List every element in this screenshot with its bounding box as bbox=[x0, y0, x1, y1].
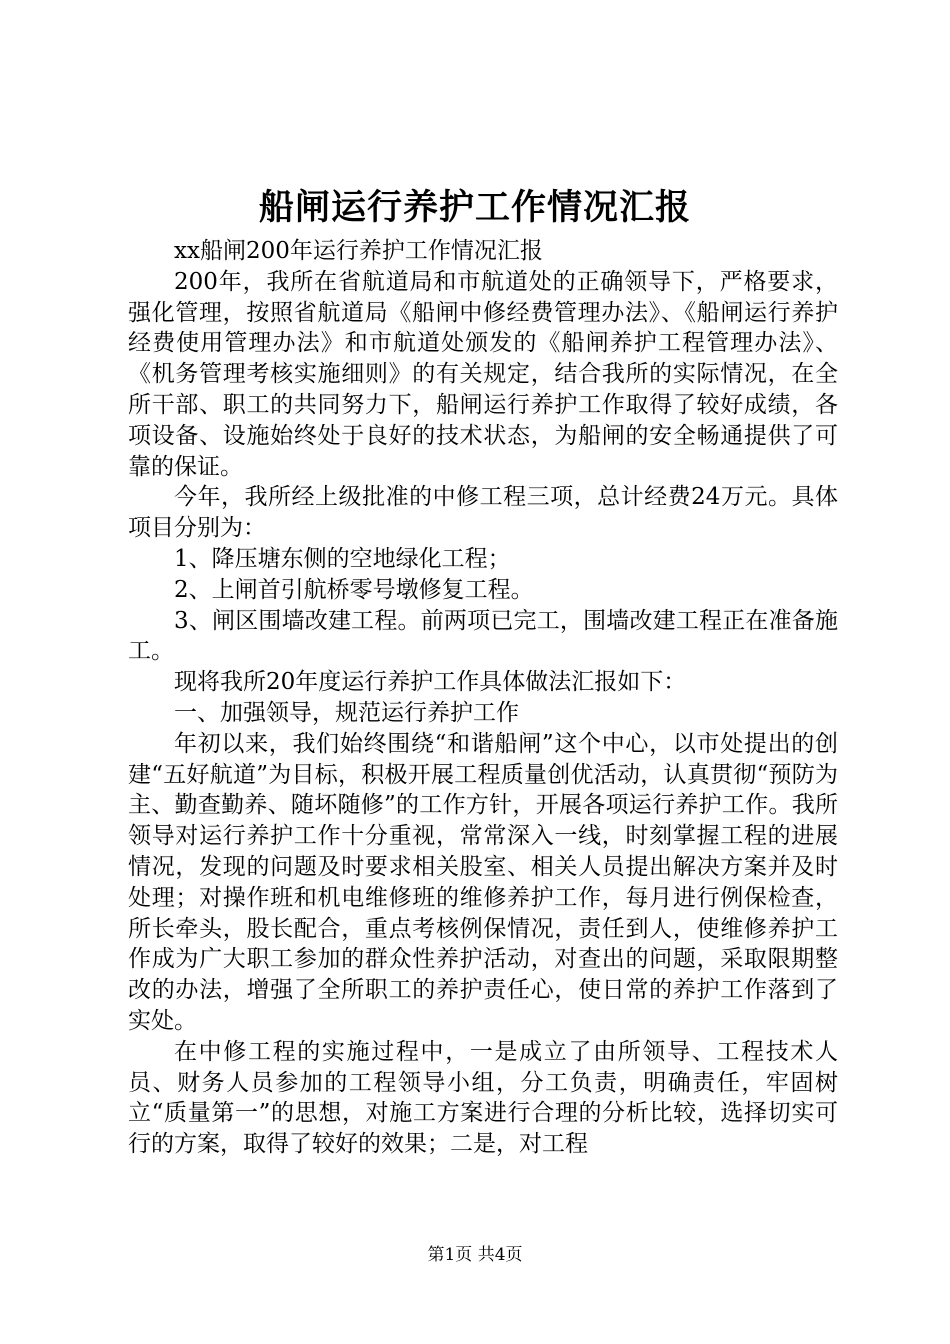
list-item: 1、降压塘东侧的空地绿化工程； bbox=[174, 545, 511, 572]
page-footer: 第1页 共4页 bbox=[427, 1245, 523, 1265]
paragraph: 年初以来，我们始终围绕“和谐船闸”这个中心，以市处提出的创建“五好航道”为目标，积极开展工程质量创优活动，认真贯彻“预防为主、勤查勤养、随坏随修”的工作方针，开展各项运行养护工作。我所领导对运行养护工作十分重视，常常深入一线，时刻掌握工程的进展情况，发现的问题及时要求相关股室、相关人员提出解决方案并及时处理；对操作班和机电维修班的维修养护工作，每月进行例保检查，所长牵头，股长配合，重点考核例保情况，责任到人，使维修养护工作成为广大职工参加的群众性养护活动，对查出的问题，采取限期整改的办法，增强了全所职工的养护责任心，使日常的养护工作落到了实处。 bbox=[128, 730, 838, 1034]
document-title: 船闸运行养护工作情况汇报 bbox=[258, 187, 691, 228]
paragraph-subtitle: xx船闸200年运行养护工作情况汇报 bbox=[174, 238, 543, 264]
paragraph: 今年，我所经上级批准的中修工程三项，总计经费24万元。具体项目分别为： bbox=[128, 484, 838, 542]
list-item: 3、闸区围墙改建工程。前两项已完工，围墙改建工程正在准备施工。 bbox=[128, 607, 838, 665]
paragraph: 现将我所20年度运行养护工作具体做法汇报如下： bbox=[174, 669, 687, 696]
document-body bbox=[128, 236, 838, 1160]
section-heading: 一、加强领导，规范运行养护工作 bbox=[174, 699, 519, 726]
paragraph: 200年，我所在省航道局和市航道处的正确领导下，严格要求，强化管理，按照省航道局《船闸中修经费管理办法》、《船闸运行养护经费使用管理办法》和市航道处颁发的《船闸养护工程管理办法》、《机务管理考核实施细则》的有关规定，结合我所的实际情况，在全所干部、职工的共同努力下，船闸运行养护工作取得了较好成绩，各项设备、设施始终处于良好的技术状态，为船闸的安全畅通提供了可靠的保证。 bbox=[128, 268, 838, 480]
list-item: 2、上闸首引航桥零号墩修复工程。 bbox=[174, 576, 534, 603]
paragraph: 在中修工程的实施过程中，一是成立了由所领导、工程技术人员、财务人员参加的工程领导小组，分工负责，明确责任，牢固树立“质量第一”的思想，对施工方案进行合理的分析比较，选择切实可行的方案，取得了较好的效果；二是，对工程 bbox=[128, 1038, 838, 1158]
